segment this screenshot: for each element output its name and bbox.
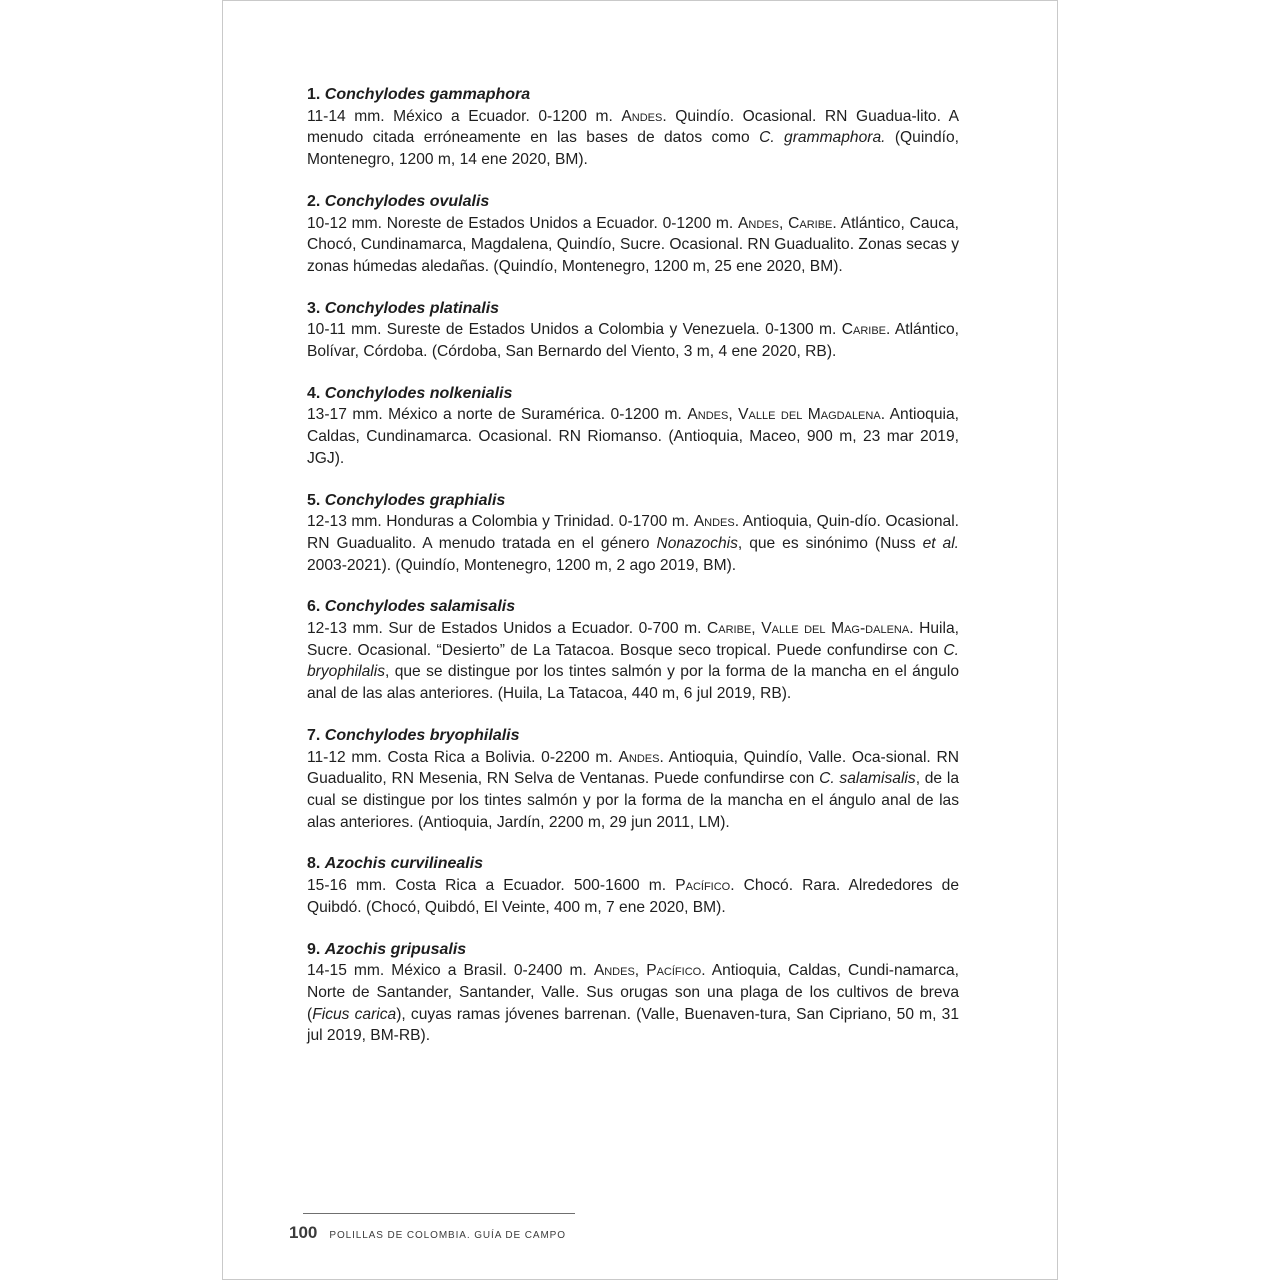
description-text: 10-11 mm. Sureste de Estados Unidos a Colombia y Venezuela. 0-1300 m. xyxy=(307,321,842,339)
species-description xyxy=(307,618,959,705)
description-text: 12-13 mm. Honduras a Colombia y Trinidad. 0-1700 m. xyxy=(307,513,694,531)
species-number: 7. xyxy=(307,726,321,744)
region-name: Andes xyxy=(621,107,663,125)
species-name: Azochis gripusalis xyxy=(324,940,467,958)
species-description xyxy=(307,747,959,834)
species-name: Azochis curvilinealis xyxy=(324,855,484,873)
description-text: ), cuyas ramas jóvenes barrenan. (Valle, Buenaven-tura, San Cipriano, 50 m, 31 jul 2019, BM-RB). xyxy=(307,1005,960,1045)
description-text: , que es sinónimo (Nuss xyxy=(737,534,923,552)
species-entry xyxy=(307,725,959,834)
species-number: 9. xyxy=(307,940,321,958)
species-name: Conchylodes ovulalis xyxy=(324,192,490,210)
running-title: POLILLAS DE COLOMBIA. GUÍA DE CAMPO xyxy=(329,1230,566,1241)
description-text: , xyxy=(751,620,762,638)
region-name: Andes xyxy=(593,962,635,980)
species-number: 3. xyxy=(307,299,321,317)
page-number: 100 xyxy=(289,1223,318,1242)
description-text: , xyxy=(779,214,789,232)
description-text: . Chocó. Rara. Alrededores de Quibdó. (Chocó, Quibdó, El Veinte, 400 m, 7 ene 2020, BM). xyxy=(307,877,959,916)
species-number: 5. xyxy=(307,491,321,509)
species-number: 6. xyxy=(307,598,321,616)
description-text: . Quindío. Ocasional. RN Guadua-lito. A menudo citada erróneamente en las bases de datos como xyxy=(307,107,959,147)
description-text: . Antioquia, Quindío, Valle. Oca-sional. RN Guadualito, RN Mesenia, RN Selva de Ventanas. Puede confundirse con xyxy=(307,748,959,788)
species-title xyxy=(307,383,959,405)
region-name: Pacífico xyxy=(675,877,731,895)
species-entry xyxy=(307,298,959,363)
footer-rule xyxy=(303,1213,575,1214)
description-text: . Atlántico, Bolívar, Córdoba. (Córdoba, San Bernardo del Viento, 3 m, 4 ene 2020, RB). xyxy=(307,321,959,361)
region-name: Valle del Magdalena xyxy=(738,406,881,424)
page-footer xyxy=(289,1223,566,1245)
species-title xyxy=(307,596,959,618)
species-name: Conchylodes salamisalis xyxy=(324,598,516,616)
description-text: 13-17 mm. México a norte de Suramérica. 0-1200 m. xyxy=(307,406,688,424)
species-entries xyxy=(307,84,959,1067)
region-name: Andes xyxy=(693,513,735,531)
description-text: . Huila, Sucre. Ocasional. “Desierto” de La Tatacoa. Bosque seco tropical. Puede confundirse con xyxy=(307,620,959,659)
species-entry xyxy=(307,84,959,171)
species-title xyxy=(307,84,959,106)
region-name: Andes xyxy=(738,214,779,232)
italic-text: et al. xyxy=(922,534,959,552)
description-text: 2003-2021). (Quindío, Montenegro, 1200 m, 2 ago 2019, BM). xyxy=(307,556,737,574)
species-description xyxy=(307,106,959,171)
description-text: , xyxy=(728,406,739,424)
italic-text: Ficus carica xyxy=(312,1005,397,1023)
description-text: 10-12 mm. Noreste de Estados Unidos a Ecuador. 0-1200 m. xyxy=(307,214,739,232)
book-page xyxy=(222,0,1058,1280)
description-text: . Atlántico, Cauca, Chocó, Cundinamarca, Magdalena, Quindío, Sucre. Ocasional. RN Guadualito. Zonas secas y zonas húmedas aledañas. (Quindío, Montenegro, 1200 m, 25 ene 2020, BM). xyxy=(307,214,960,275)
italic-text: C. bryophilalis xyxy=(307,641,959,681)
species-name: Conchylodes graphialis xyxy=(324,491,506,509)
species-title xyxy=(307,939,959,961)
description-text: , xyxy=(634,962,647,980)
description-text: (Quindío, Montenegro, 1200 m, 14 ene 2020, BM). xyxy=(307,129,959,169)
description-text: , de la cual se distingue por los tintes salmón y por la forma de la mancha en el ángulo anal de las alas anteriores. (Antioquia, Jardín, 2200 m, 29 jun 2011, LM). xyxy=(307,770,959,831)
species-title xyxy=(307,298,959,320)
species-title xyxy=(307,191,959,213)
description-text: . Antioquia, Quin-dío. Ocasional. RN Guadualito. A menudo tratada en el género xyxy=(307,513,959,552)
species-name: Conchylodes nolkenialis xyxy=(324,384,513,402)
species-description xyxy=(307,319,959,362)
description-text: . Antioquia, Caldas, Cundi-namarca, Norte de Santander, Santander, Valle. Sus orugas son una plaga de los cultivos de breva ( xyxy=(307,962,959,1023)
region-name: Caribe xyxy=(788,214,833,232)
species-description xyxy=(307,960,959,1047)
region-name: Andes xyxy=(618,748,660,766)
region-name: Pacífico xyxy=(646,962,702,980)
species-number: 1. xyxy=(307,86,321,103)
species-entry xyxy=(307,596,959,705)
species-description xyxy=(307,511,959,576)
region-name: Valle del Mag-dalena xyxy=(761,620,910,638)
species-title xyxy=(307,490,959,512)
species-entry xyxy=(307,383,959,470)
species-entry xyxy=(307,853,959,918)
italic-text: C. salamisalis xyxy=(819,770,916,788)
description-text: 15-16 mm. Costa Rica a Ecuador. 500-1600 m. xyxy=(307,877,676,895)
species-number: 4. xyxy=(307,384,321,402)
italic-text: Nonazochis xyxy=(656,534,738,552)
species-description xyxy=(307,875,959,918)
region-name: Caribe xyxy=(841,321,887,339)
description-text: 11-12 mm. Costa Rica a Bolivia. 0-2200 m. xyxy=(307,748,619,766)
species-description xyxy=(307,404,959,469)
description-text: . Antioquia, Caldas, Cundinamarca. Ocasional. RN Riomanso. (Antioquia, Maceo, 900 m, 23 mar 2019, JGJ). xyxy=(307,406,959,467)
description-text: 11-14 mm. México a Ecuador. 0-1200 m. xyxy=(307,107,622,125)
species-entry xyxy=(307,939,959,1048)
description-text: 12-13 mm. Sur de Estados Unidos a Ecuador. 0-700 m. xyxy=(307,620,708,638)
species-name: Conchylodes platinalis xyxy=(324,299,500,317)
species-number: 8. xyxy=(307,855,321,873)
species-title xyxy=(307,725,959,747)
species-number: 2. xyxy=(307,192,321,210)
species-entry xyxy=(307,191,959,278)
region-name: Andes xyxy=(687,406,729,424)
region-name: Caribe xyxy=(707,620,752,638)
description-text: 14-15 mm. México a Brasil. 0-2400 m. xyxy=(307,962,594,980)
species-name: Conchylodes bryophilalis xyxy=(324,726,520,744)
species-name: Conchylodes gammaphora xyxy=(324,86,531,103)
species-title xyxy=(307,853,959,875)
species-description xyxy=(307,213,959,278)
species-entry xyxy=(307,490,959,577)
italic-text: C. grammaphora. xyxy=(759,129,886,147)
description-text: , que se distingue por los tintes salmón y por la forma de la mancha en el ángulo anal de las alas anteriores. (Huila, La Tatacoa, 440 m, 6 jul 2019, RB). xyxy=(307,663,959,703)
